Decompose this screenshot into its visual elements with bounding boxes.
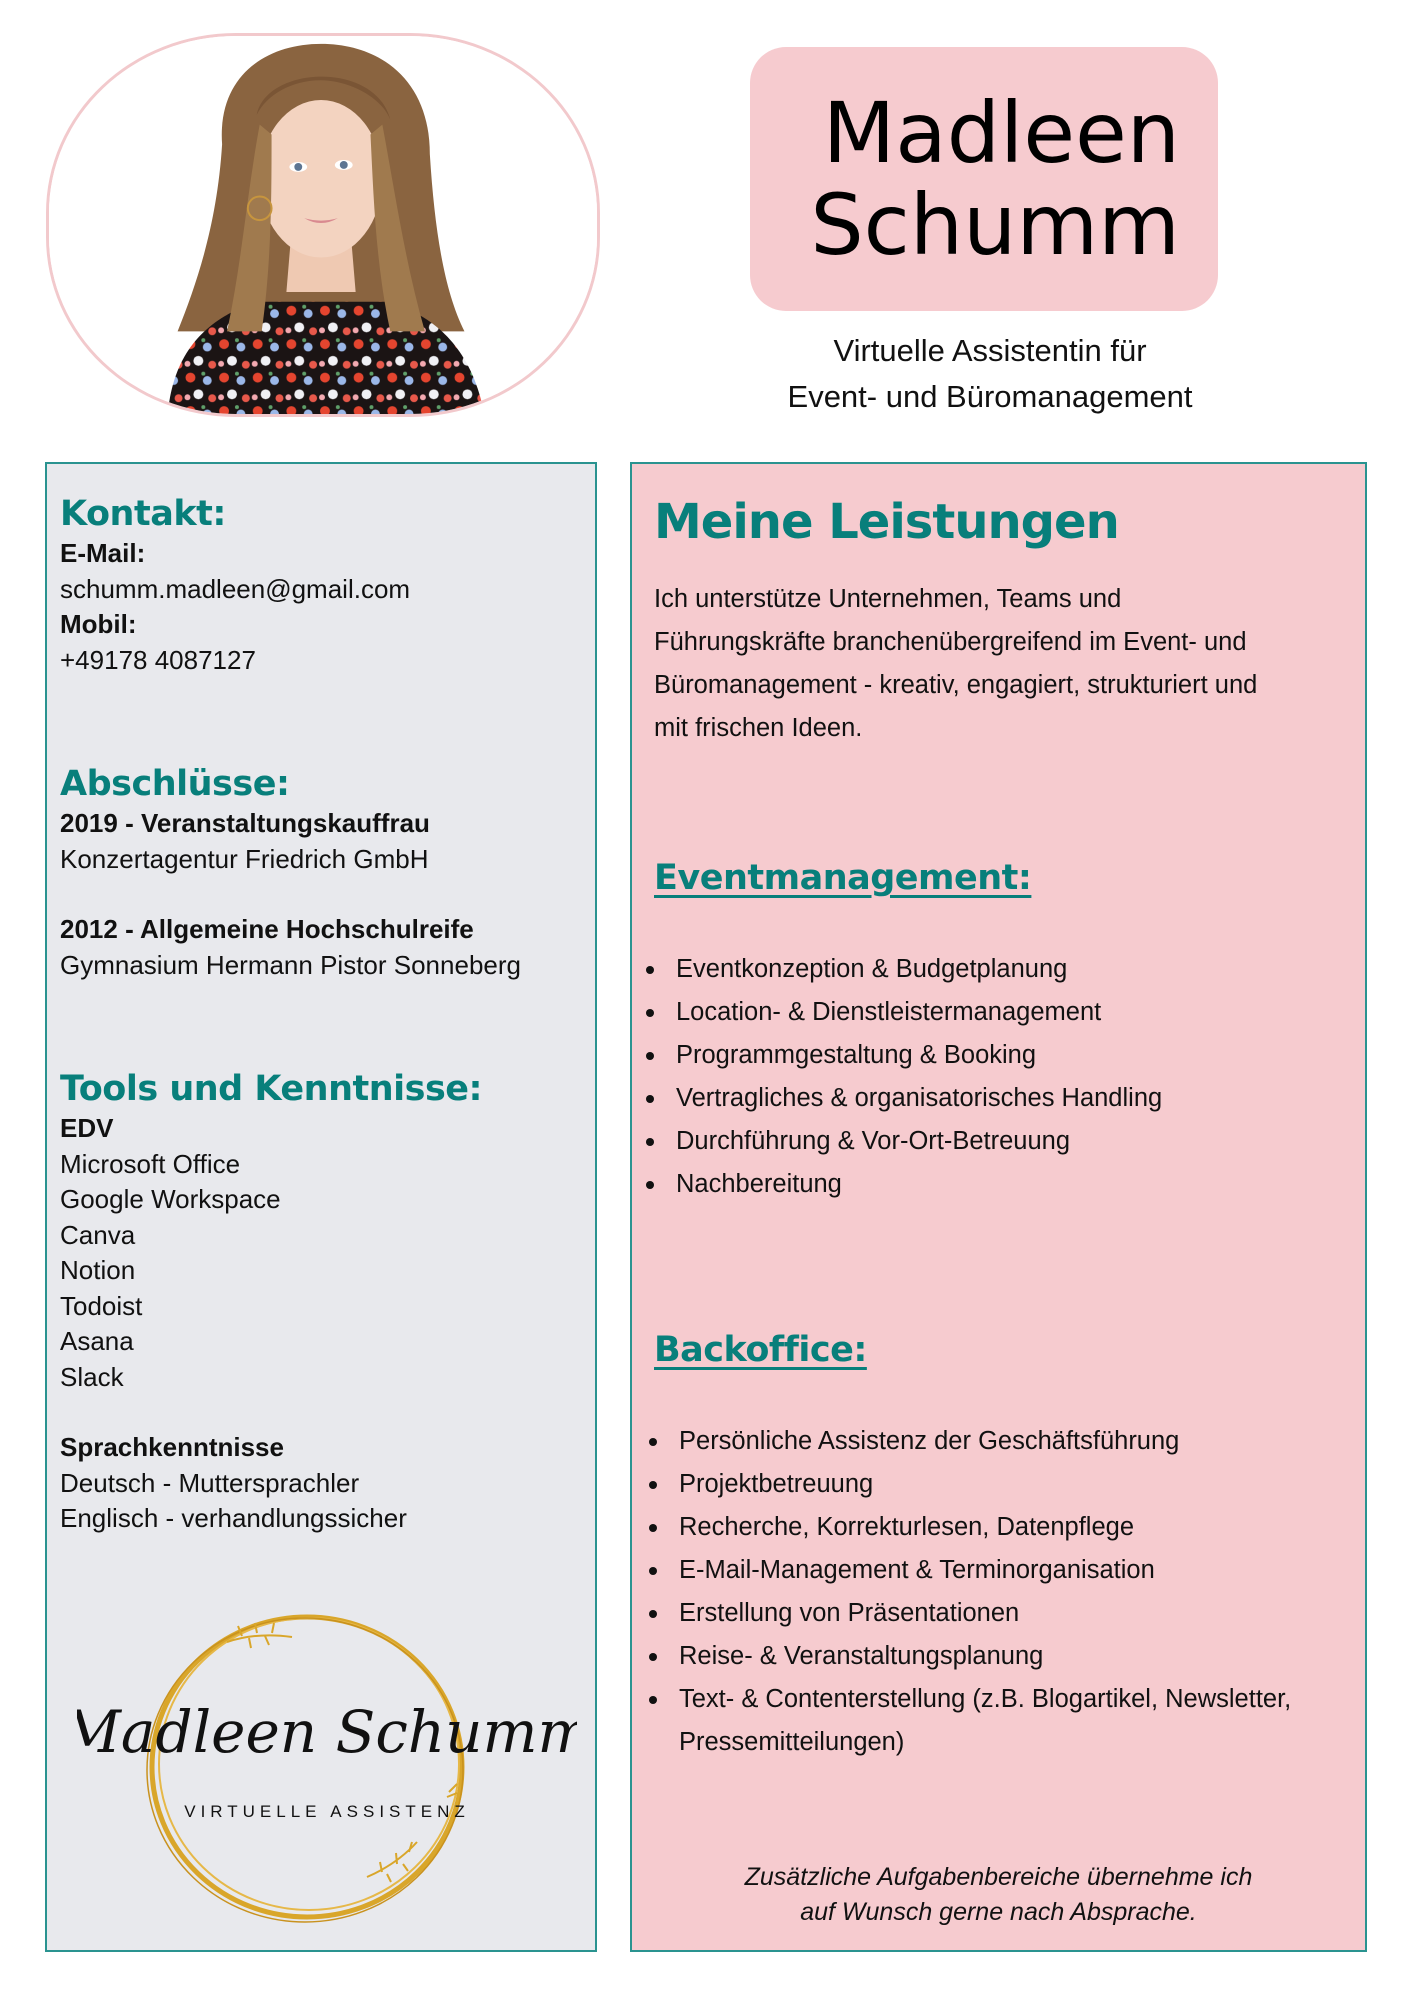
degree-institution: Gymnasium Hermann Pistor Sonneberg xyxy=(60,949,521,980)
language-item: Englisch - verhandlungssicher xyxy=(60,1503,407,1533)
note-line-1: Zusätzliche Aufgabenbereiche übernehme ich xyxy=(744,1863,1253,1891)
tool-item: Microsoft Office xyxy=(60,1148,241,1179)
list-item: Reise- & Veranstaltungsplanung xyxy=(632,1635,1352,1678)
brand-logo xyxy=(77,1602,577,1932)
name-last: Schumm xyxy=(810,176,1180,274)
name-first: Madleen xyxy=(822,84,1180,182)
portrait-image xyxy=(49,36,597,414)
list-item: Projektbetreuung xyxy=(632,1463,1352,1506)
list-item: Recherche, Korrekturlesen, Datenpflege xyxy=(632,1506,1352,1549)
degree-title: 2012 - Allgemeine Hochschulreife xyxy=(60,914,474,944)
tools-section xyxy=(60,1067,595,1537)
intro-line: Ich unterstütze Unternehmen, Teams und xyxy=(654,585,1122,613)
language-item: Deutsch - Muttersprachler xyxy=(60,1467,360,1498)
email-label: E-Mail: xyxy=(60,538,146,568)
degrees-heading: Abschlüsse: xyxy=(60,764,290,804)
profile-photo xyxy=(46,33,600,417)
logo-tagline: VIRTUELLE ASSISTENZ xyxy=(184,1802,470,1821)
job-subtitle xyxy=(700,328,1280,420)
left-sidebar-panel xyxy=(45,462,597,1952)
eventmanagement-heading: Eventmanagement: xyxy=(654,858,1032,898)
mobile-label: Mobil: xyxy=(60,609,137,639)
contact-section xyxy=(60,492,595,678)
list-item: Location- & Dienstleistermanagement xyxy=(632,991,1352,1034)
tool-item: Todoist xyxy=(60,1290,143,1321)
subtitle-line-1: Virtuelle Assistentin für xyxy=(833,333,1147,368)
services-intro xyxy=(654,578,1354,750)
list-item: Durchführung & Vor-Ort-Betreuung xyxy=(632,1120,1352,1163)
list-item: Text- & Contenterstellung (z.B. Blogartikel, Newsletter, Pressemitteilungen) xyxy=(632,1678,1352,1764)
edv-label: EDV xyxy=(60,1113,114,1143)
contact-heading: Kontakt: xyxy=(60,494,226,534)
list-item: Nachbereitung xyxy=(632,1163,1352,1206)
tool-item: Slack xyxy=(60,1361,124,1392)
services-panel xyxy=(630,462,1367,1952)
degree-institution: Konzertagentur Friedrich GmbH xyxy=(60,843,429,874)
tool-item: Google Workspace xyxy=(60,1184,281,1214)
mobile-value[interactable]: +49178 4087127 xyxy=(60,644,256,675)
email-value[interactable]: schumm.madleen@gmail.com xyxy=(60,573,411,604)
degrees-section xyxy=(60,762,595,983)
tool-item: Notion xyxy=(60,1255,136,1285)
additional-services-note xyxy=(632,1860,1365,1930)
list-item: Eventkonzeption & Budgetplanung xyxy=(632,948,1352,991)
eventmanagement-list xyxy=(632,948,1352,1206)
gold-circle-logo-icon xyxy=(77,1602,577,1932)
tool-item: Asana xyxy=(60,1326,134,1356)
list-item: Programmgestaltung & Booking xyxy=(632,1034,1352,1077)
intro-line: mit frischen Ideen. xyxy=(654,714,863,742)
subtitle-line-2: Event- und Büromanagement xyxy=(787,379,1193,414)
tool-item: Canva xyxy=(60,1219,136,1250)
backoffice-heading: Backoffice: xyxy=(654,1330,867,1370)
services-title: Meine Leistungen xyxy=(654,494,1119,550)
languages-label: Sprachkenntnisse xyxy=(60,1432,284,1462)
intro-line: Büromanagement - kreativ, engagiert, strukturiert und xyxy=(654,671,1258,699)
list-item: Persönliche Assistenz der Geschäftsführung xyxy=(632,1420,1352,1463)
intro-line: Führungskräfte branchenübergreifend im Event- und xyxy=(654,628,1247,656)
backoffice-list xyxy=(632,1420,1352,1764)
list-item: Erstellung von Präsentationen xyxy=(632,1592,1352,1635)
tools-heading: Tools und Kenntnisse: xyxy=(60,1069,483,1109)
name-box xyxy=(750,47,1218,311)
list-item: E-Mail-Management & Terminorganisation xyxy=(632,1549,1352,1592)
note-line-2: auf Wunsch gerne nach Absprache. xyxy=(800,1898,1197,1926)
degree-title: 2019 - Veranstaltungskauffrau xyxy=(60,808,430,838)
list-item: Vertragliches & organisatorisches Handling xyxy=(632,1077,1352,1120)
svg-text:Madleen Schumm: Madleen Schumm xyxy=(77,1698,577,1766)
